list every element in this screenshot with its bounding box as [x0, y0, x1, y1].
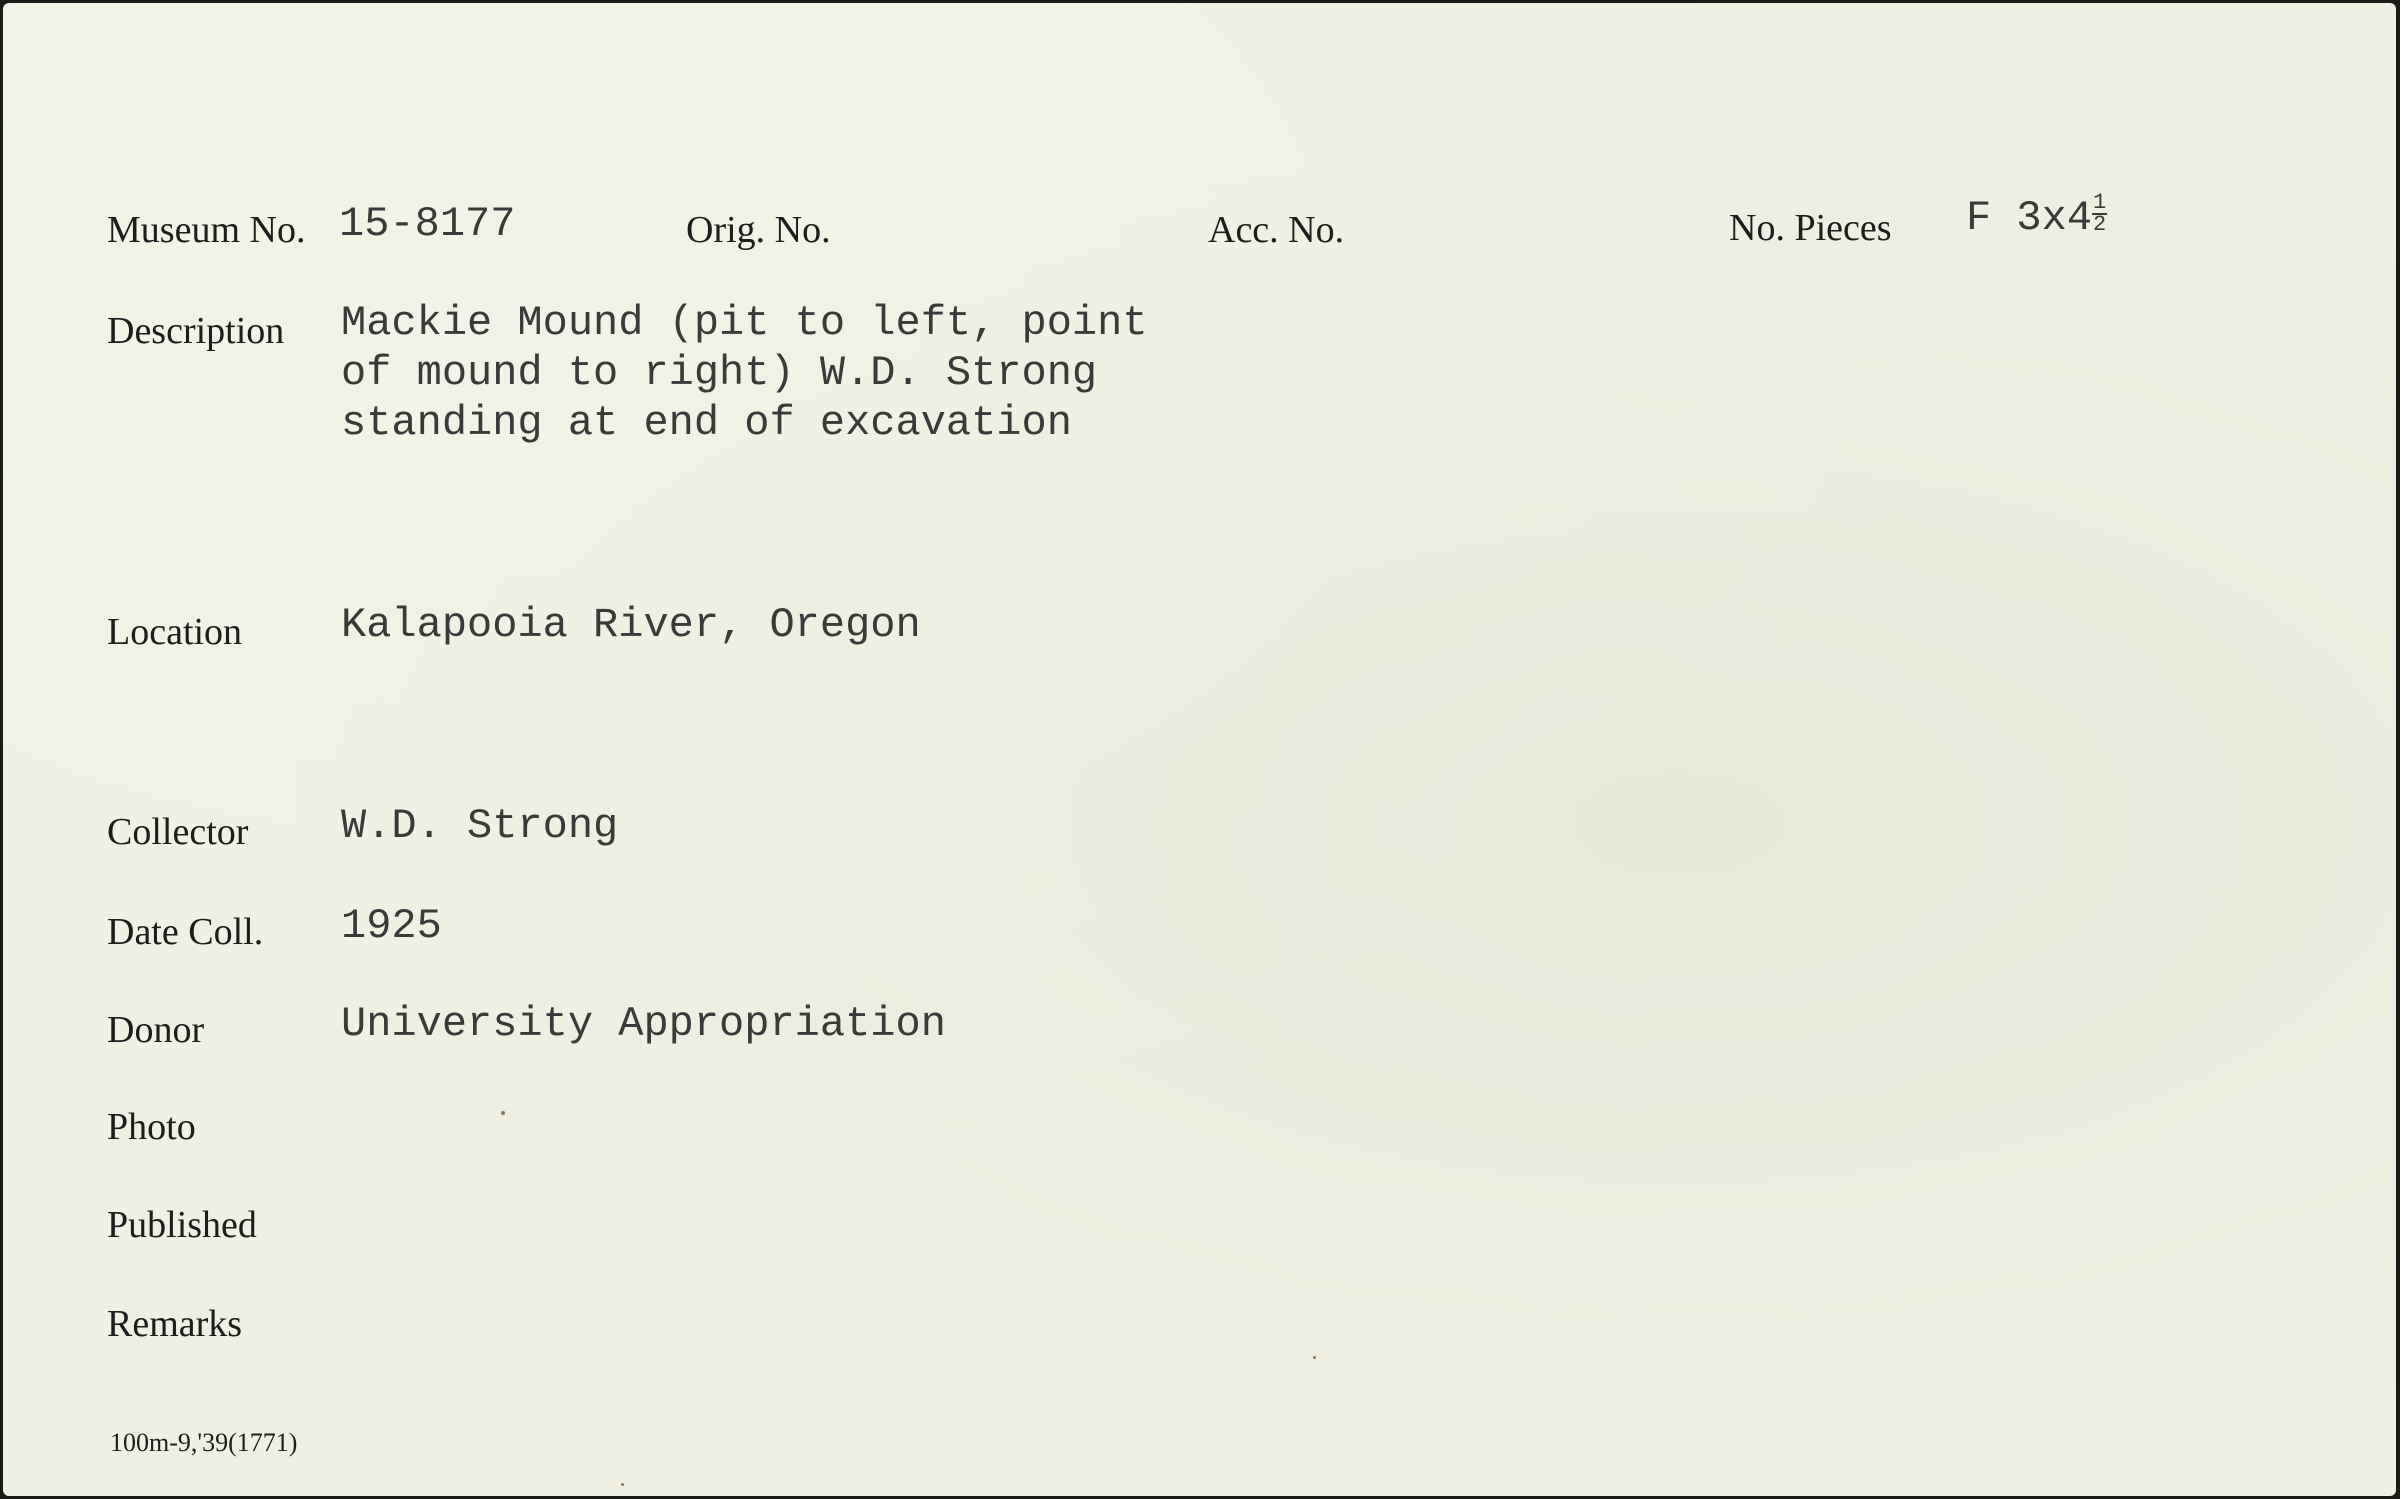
donor-value: University Appropriation [341, 1000, 946, 1048]
museum-no-value: 15-8177 [339, 200, 516, 248]
description-line-2: of mound to right) W.D. Strong [341, 349, 1098, 397]
description-line-1: Mackie Mound (pit to left, point [341, 299, 1148, 347]
collector-label: Collector [107, 811, 249, 853]
paper-speck [621, 1483, 624, 1486]
no-pieces-label: No. Pieces [1729, 207, 1892, 249]
remarks-label: Remarks [107, 1303, 243, 1345]
orig-no-label: Orig. No. [686, 209, 831, 251]
museum-no-label: Museum No. [107, 209, 306, 251]
description-line-3: standing at end of excavation [341, 399, 1072, 447]
location-label: Location [107, 611, 243, 653]
date-coll-label: Date Coll. [107, 911, 264, 953]
description-value [341, 298, 1148, 448]
fraction-denominator: 2 [2093, 211, 2107, 237]
donor-label: Donor [107, 1009, 205, 1051]
photo-label: Photo [107, 1106, 196, 1148]
no-pieces-size: F 3x4 [1966, 194, 2093, 242]
collector-value: W.D. Strong [341, 802, 619, 850]
catalog-card [3, 3, 2396, 1496]
description-label: Description [107, 310, 285, 352]
no-pieces-value [1966, 189, 2107, 243]
acc-no-label: Acc. No. [1208, 209, 1345, 251]
paper-speck [501, 1111, 505, 1115]
date-coll-value: 1925 [341, 902, 442, 950]
fraction-half [2092, 189, 2107, 237]
published-label: Published [107, 1204, 257, 1246]
form-code: 100m-9,'39(1771) [110, 1428, 298, 1457]
location-value: Kalapooia River, Oregon [341, 601, 921, 649]
paper-speck [1313, 1356, 1316, 1359]
fraction-numerator: 1 [2093, 189, 2107, 215]
